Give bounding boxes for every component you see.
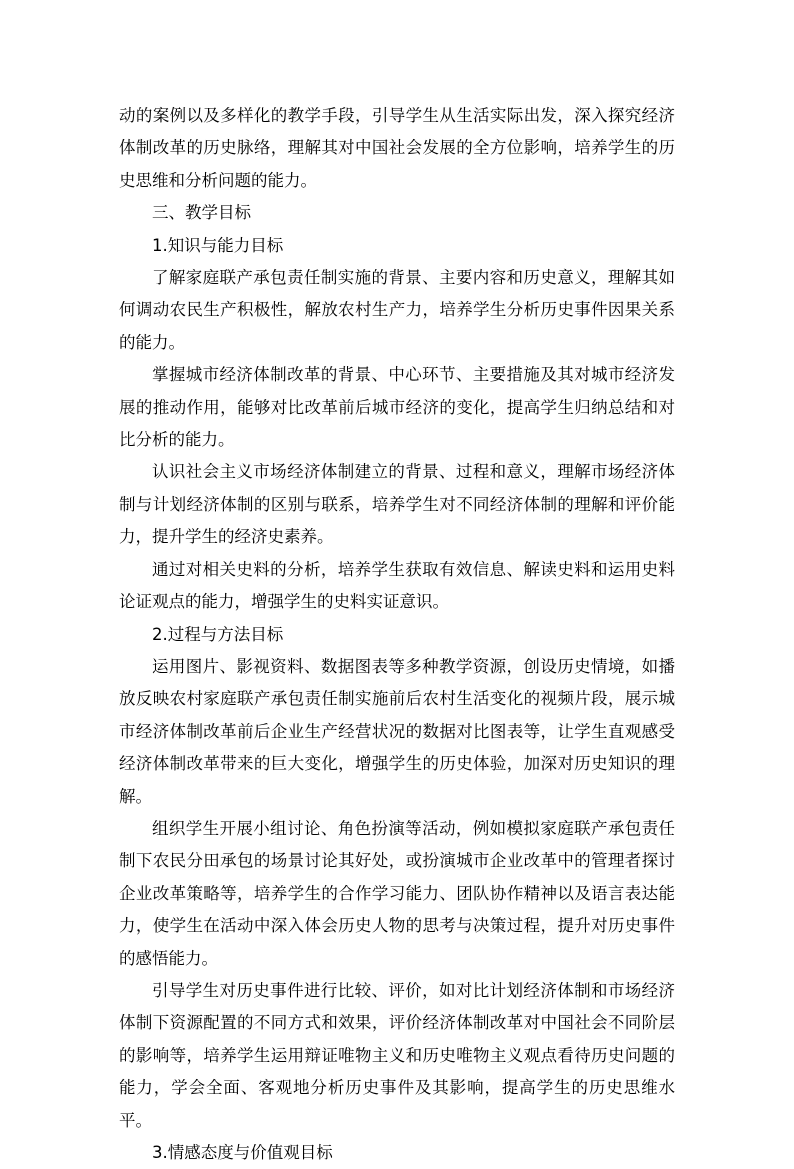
paragraph-multimedia-resources: 运用图片、影视资料、数据图表等多种教学资源，创设历史情境，如播放反映农村家庭联产承包责任制实施前后农村生活变化的视频片段，展示城市经济体制改革前后企业生产经营状况的数据对比图表等，让学生直观感受经济体制改革带来的巨大变化，增强学生的历史体验，加深对历史知识的理解。: [119, 656, 675, 806]
paragraph-group-activities: 组织学生开展小组讨论、角色扮演等活动，例如模拟家庭联产承包责任制下农民分田承包的场景讨论其好处，或扮演城市企业改革中的管理者探讨企业改革策略等，培养学生的合作学习能力、团队协作精神以及语言表达能力，使学生在活动中深入体会历史人物的思考与决策过程，提升对历史事件的感悟能力。: [119, 818, 675, 968]
paragraph-market-economy: 认识社会主义市场经济体制建立的背景、过程和意义，理解市场经济体制与计划经济体制的区别与联系，培养学生对不同经济体制的理解和评价能力，提升学生的经济史素养。: [119, 462, 675, 547]
subheading-knowledge-ability: 1.知识与能力目标: [152, 235, 284, 255]
paragraph-continuation: 动的案例以及多样化的教学手段，引导学生从生活实际出发，深入探究经济体制改革的历史脉络，理解其对中国社会发展的全方位影响，培养学生的历史思维和分析问题的能力。: [119, 106, 675, 190]
document-body: [119, 100, 675, 1169]
subheading-process-method: 2.过程与方法目标: [152, 624, 284, 644]
section-heading-teaching-goals: 三、教学目标: [152, 203, 251, 223]
paragraph-rural-reform: 了解家庭联产承包责任制实施的背景、主要内容和历史意义，理解其如何调动农民生产积极性，解放农村生产力，培养学生分析历史事件因果关系的能力。: [119, 268, 675, 352]
subheading-emotion-values: 3.情感态度与价值观目标: [152, 1143, 333, 1162]
paragraph-source-analysis: 通过对相关史料的分析，培养学生获取有效信息、解读史料和运用史料论证观点的能力，增强学生的史料实证意识。: [119, 559, 675, 612]
paragraph-urban-reform: 掌握城市经济体制改革的背景、中心环节、主要措施及其对城市经济发展的推动作用，能够对比改革前后城市经济的变化，提高学生归纳总结和对比分析的能力。: [119, 365, 675, 450]
paragraph-comparison-evaluation: 引导学生对历史事件进行比较、评价，如对比计划经济体制和市场经济体制下资源配置的不同方式和效果，评价经济体制改革对中国社会不同阶层的影响等，培养学生运用辩证唯物主义和历史唯物主义观点看待历史问题的能力，学会全面、客观地分析历史事件及其影响，提高学生的历史思维水平。: [119, 980, 675, 1130]
